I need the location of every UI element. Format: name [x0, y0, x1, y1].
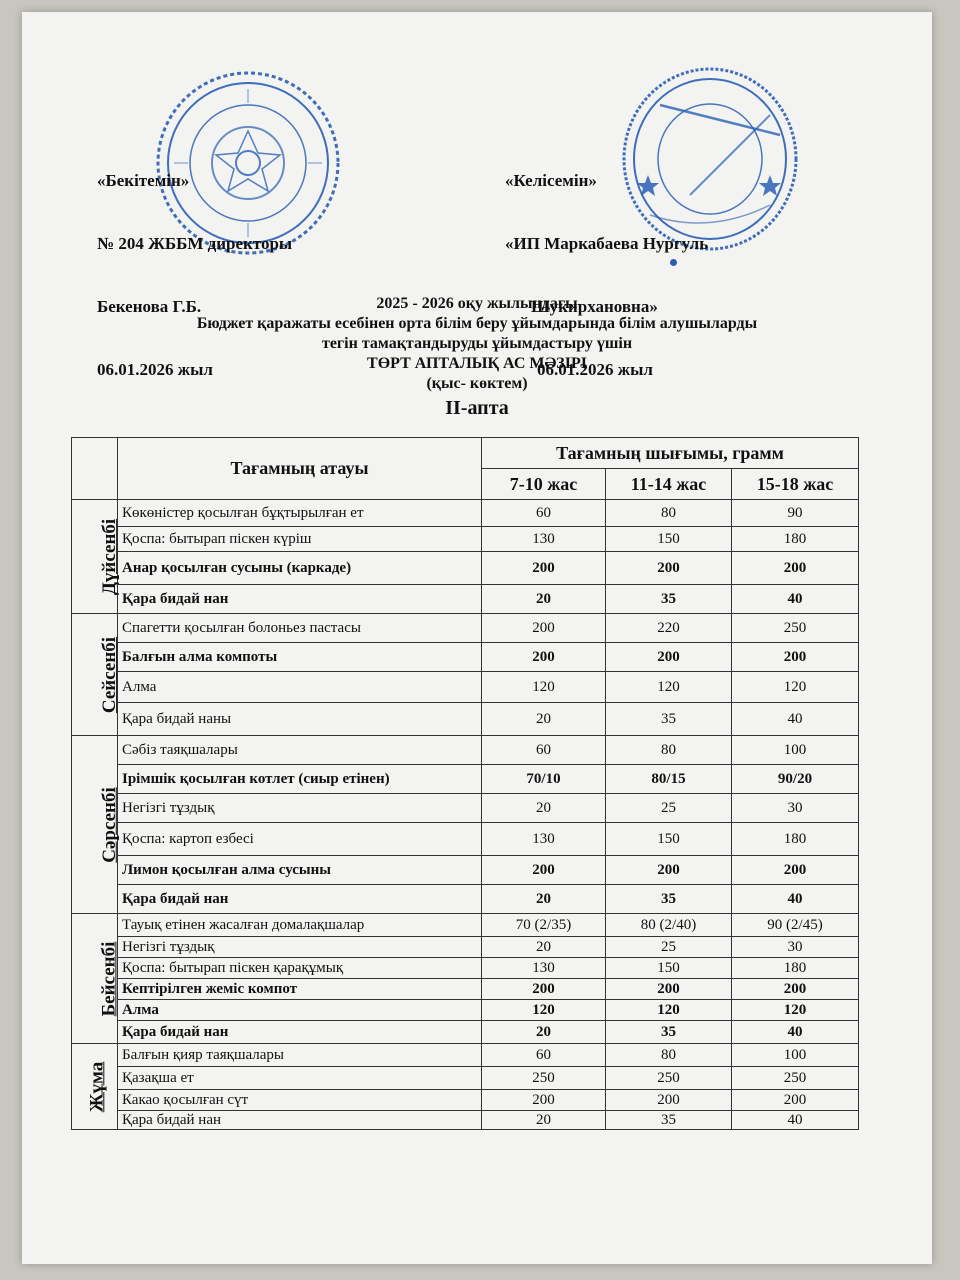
day-cell [72, 614, 121, 736]
yield-7-10-cell: 250 [482, 1067, 606, 1090]
approval-right-line4: 06.01.2026 жыл [537, 360, 653, 379]
yield-15-18-cell: 90/20 [732, 765, 859, 794]
yield-15-18-cell: 90 [732, 500, 859, 527]
yield-11-14-cell: 200 [606, 856, 732, 885]
day-label: Сәрсенбі [98, 786, 120, 863]
yield-15-18-cell: 40 [732, 1021, 859, 1044]
dish-name-cell: Спагетти қосылған болоньез пастасы [118, 614, 482, 643]
day-label: Бейсенбі [98, 941, 120, 1016]
table-row [72, 1044, 859, 1067]
dish-name-cell: Қазақша ет [118, 1067, 482, 1090]
approval-left-line2: № 204 ЖББМ директоры [97, 234, 293, 253]
yield-7-10-cell: 20 [482, 703, 606, 736]
dish-name-cell: Кептірілген жеміс компот [118, 979, 482, 1000]
dish-name-cell: Ірімшік қосылған котлет (сиыр етінен) [118, 765, 482, 794]
table-row [72, 1090, 859, 1111]
yield-15-18-cell: 30 [732, 937, 859, 958]
age-group-header: 15-18 жас [732, 469, 859, 500]
yield-11-14-cell: 200 [606, 1090, 732, 1111]
yield-7-10-cell: 120 [482, 672, 606, 703]
yield-15-18-cell: 90 (2/45) [732, 914, 859, 937]
yield-15-18-cell: 40 [732, 703, 859, 736]
dish-name-cell: Балғын қияр таяқшалары [118, 1044, 482, 1067]
yield-11-14-cell: 200 [606, 979, 732, 1000]
menu-body [72, 500, 859, 1130]
approval-left-line3: Бекенова Г.Б. [97, 297, 202, 316]
yield-15-18-cell: 200 [732, 643, 859, 672]
yield-7-10-cell: 20 [482, 1021, 606, 1044]
yield-7-10-cell: 200 [482, 856, 606, 885]
table-row [72, 885, 859, 914]
dish-name-cell: Қара бидай нан [118, 1111, 482, 1130]
day-header-cell [72, 438, 118, 500]
yield-7-10-cell: 200 [482, 979, 606, 1000]
day-label: Дүйсенбі [99, 518, 121, 595]
yield-11-14-cell: 25 [606, 937, 732, 958]
dish-name-cell: Балғын алма компоты [118, 643, 482, 672]
yield-7-10-cell: 60 [482, 736, 606, 765]
yield-15-18-cell: 180 [732, 823, 859, 856]
table-row [72, 703, 859, 736]
yield-7-10-cell: 20 [482, 885, 606, 914]
title-line5: (қыс- көктем) [426, 375, 528, 392]
yield-11-14-cell: 80 [606, 1044, 732, 1067]
dish-name-cell: Негізгі тұздық [118, 937, 482, 958]
yield-15-18-cell: 100 [732, 736, 859, 765]
dish-name-cell: Алма [118, 672, 482, 703]
yield-11-14-cell: 35 [606, 1111, 732, 1130]
table-row [72, 527, 859, 552]
title-line3: тегін тамақтандыруды ұйымдастыру үшін [321, 335, 633, 352]
table-row [72, 585, 859, 614]
yield-header: Тағамның шығымы, грамм [482, 438, 859, 469]
yield-7-10-cell: 200 [482, 643, 606, 672]
dish-name-cell: Алма [118, 1000, 482, 1021]
yield-11-14-cell: 35 [606, 703, 732, 736]
table-row [72, 643, 859, 672]
yield-15-18-cell: 30 [732, 794, 859, 823]
dish-name-cell: Қоспа: бытырап піскен қарақұмық [118, 958, 482, 979]
yield-11-14-cell: 35 [606, 885, 732, 914]
yield-15-18-cell: 250 [732, 614, 859, 643]
yield-15-18-cell: 40 [732, 585, 859, 614]
yield-11-14-cell: 80/15 [606, 765, 732, 794]
dish-name-cell: Тауық етінен жасалған домалақшалар [118, 914, 482, 937]
yield-11-14-cell: 150 [606, 958, 732, 979]
dish-name-cell: Қара бидай нан [118, 585, 482, 614]
dish-name-cell: Лимон қосылған алма сусыны [118, 856, 482, 885]
title-line2: Бюджет қаражаты есебінен орта білім беру ұйымдарында білім алушыларды [196, 315, 758, 332]
table-row [72, 1000, 859, 1021]
table-row [72, 552, 859, 585]
dish-name-cell: Қара бидай нан [118, 1021, 482, 1044]
yield-15-18-cell: 40 [732, 1111, 859, 1130]
yield-7-10-cell: 20 [482, 585, 606, 614]
yield-15-18-cell: 200 [732, 856, 859, 885]
yield-15-18-cell: 120 [732, 1000, 859, 1021]
menu-table [71, 437, 859, 1130]
day-cell [72, 736, 118, 914]
yield-7-10-cell: 120 [482, 1000, 606, 1021]
yield-15-18-cell: 200 [732, 1090, 859, 1111]
yield-11-14-cell: 120 [606, 1000, 732, 1021]
dish-name-cell: Қара бидай наны [118, 703, 482, 736]
yield-7-10-cell: 70 (2/35) [482, 914, 606, 937]
dish-name-cell: Сәбіз таяқшалары [118, 736, 482, 765]
dish-name-cell: Анар қосылған сусыны (каркаде) [118, 552, 482, 585]
age-group-header: 7-10 жас [482, 469, 606, 500]
dish-name-cell: Қоспа: бытырап піскен күріш [118, 527, 482, 552]
dish-name-cell: Қоспа: картоп езбесі [118, 823, 482, 856]
approval-left-line1: «Бекітемін» [97, 171, 190, 190]
yield-11-14-cell: 35 [606, 585, 732, 614]
yield-7-10-cell: 20 [482, 794, 606, 823]
table-row [72, 823, 859, 856]
dish-name-cell: Қара бидай нан [118, 885, 482, 914]
dish-name-cell: Көкөністер қосылған бұқтырылған ет [118, 500, 482, 527]
yield-7-10-cell: 130 [482, 527, 606, 552]
yield-15-18-cell: 250 [732, 1067, 859, 1090]
yield-11-14-cell: 150 [606, 527, 732, 552]
table-row [72, 1021, 859, 1044]
yield-7-10-cell: 20 [482, 937, 606, 958]
approval-right-line2: «ИП Маркабаева Нургуль [505, 234, 709, 253]
day-label: Жұма [86, 1061, 108, 1112]
table-row [72, 614, 859, 643]
yield-7-10-cell: 200 [482, 552, 606, 585]
table-row [72, 1111, 859, 1130]
yield-7-10-cell: 60 [482, 500, 606, 527]
yield-11-14-cell: 25 [606, 794, 732, 823]
approval-right-line1: «Келісемін» [505, 171, 597, 190]
yield-15-18-cell: 40 [732, 885, 859, 914]
dish-name-cell: Какао қосылған сүт [118, 1090, 482, 1111]
yield-11-14-cell: 200 [606, 552, 732, 585]
yield-7-10-cell: 70/10 [482, 765, 606, 794]
table-row [72, 979, 859, 1000]
yield-15-18-cell: 180 [732, 527, 859, 552]
day-cell [72, 1044, 118, 1130]
approval-left-line4: 06.01.2026 жыл [97, 360, 213, 379]
table-row [72, 765, 859, 794]
approval-right-line3: Шукирхановна» [531, 297, 658, 316]
yield-7-10-cell: 200 [482, 1090, 606, 1111]
table-row [72, 672, 859, 703]
yield-15-18-cell: 120 [732, 672, 859, 703]
yield-11-14-cell: 80 [606, 736, 732, 765]
yield-11-14-cell: 200 [606, 643, 732, 672]
day-label: Сейсенбі [99, 636, 121, 713]
table-row [72, 794, 859, 823]
yield-11-14-cell: 250 [606, 1067, 732, 1090]
title-line1: 2025 - 2026 оқу жылындағы [376, 295, 578, 312]
table-row [72, 1067, 859, 1090]
table-row [72, 736, 859, 765]
document-title [22, 294, 932, 420]
yield-7-10-cell: 130 [482, 823, 606, 856]
dish-name-cell: Негізгі тұздық [118, 794, 482, 823]
yield-11-14-cell: 150 [606, 823, 732, 856]
yield-11-14-cell: 80 (2/40) [606, 914, 732, 937]
week-label: II-апта [445, 397, 509, 419]
yield-15-18-cell: 180 [732, 958, 859, 979]
yield-15-18-cell: 200 [732, 552, 859, 585]
day-cell [72, 914, 118, 1044]
age-group-header: 11-14 жас [606, 469, 732, 500]
yield-11-14-cell: 80 [606, 500, 732, 527]
yield-7-10-cell: 60 [482, 1044, 606, 1067]
yield-7-10-cell: 200 [482, 614, 606, 643]
yield-7-10-cell: 130 [482, 958, 606, 979]
yield-11-14-cell: 120 [606, 672, 732, 703]
title-line4: ТӨРТ АПТАЛЫҚ АС МӘЗІРІ [367, 355, 587, 372]
table-row [72, 937, 859, 958]
day-cell [72, 500, 121, 614]
table-row [72, 958, 859, 979]
yield-15-18-cell: 200 [732, 979, 859, 1000]
table-row [72, 914, 859, 937]
table-row [72, 856, 859, 885]
dish-name-header: Тағамның атауы [118, 438, 482, 500]
yield-7-10-cell: 20 [482, 1111, 606, 1130]
table-row [72, 500, 859, 527]
yield-11-14-cell: 35 [606, 1021, 732, 1044]
yield-11-14-cell: 220 [606, 614, 732, 643]
yield-15-18-cell: 100 [732, 1044, 859, 1067]
